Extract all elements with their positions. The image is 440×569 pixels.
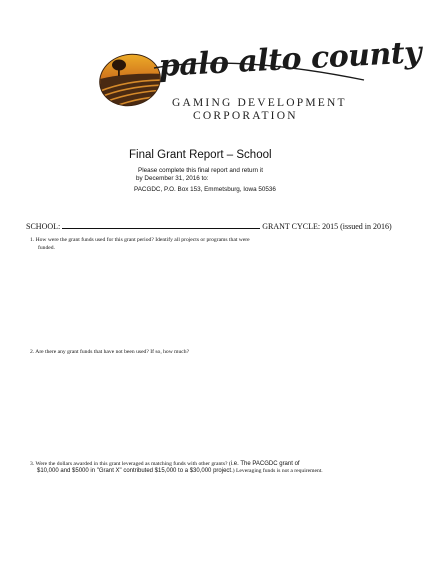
mailing-address: PACGDC, P.O. Box 153, Emmetsburg, Iowa 50536 [134,186,276,193]
school-cycle-row [26,220,416,231]
question-1: 1. How were the grant funds used for this grant period? Identify all projects or programs that were [30,237,250,243]
question-2: 2. Are there any grant funds that have not been used? If so, how much? [30,349,190,355]
instruction-line-1: Please complete this final report and return it [138,167,263,174]
logo-line-corporation: CORPORATION [193,110,298,122]
school-label: SCHOOL: [26,222,61,231]
question-3-suffix: ) Leveraging funds is not a requirement. [232,468,323,474]
school-name-field[interactable] [62,220,260,229]
question-1-continued: funded. [38,245,55,251]
question-3-example-a: i.e. The PACGDC grant of [230,461,300,467]
grant-cycle-text: GRANT CYCLE: 2015 (issued in 2016) [262,222,392,231]
logo-script-text: palo alto county [157,35,422,84]
question-3-prefix: 3. Were the dollars awarded in this grant leveraged as matching funds with other grants? ( [30,461,231,467]
page-title: Final Grant Report – School [129,149,272,161]
question-3-example-b: $10,000 and $5000 in "Grant X" contributed $15,000 to a $30,000 project. [37,468,233,474]
sunset-field-tree-icon [96,50,166,112]
question-3-line-2 [37,467,417,476]
logo-line-gaming: GAMING DEVELOPMENT [172,97,347,109]
instruction-line-2: by December 31, 2016 to: [136,175,209,182]
